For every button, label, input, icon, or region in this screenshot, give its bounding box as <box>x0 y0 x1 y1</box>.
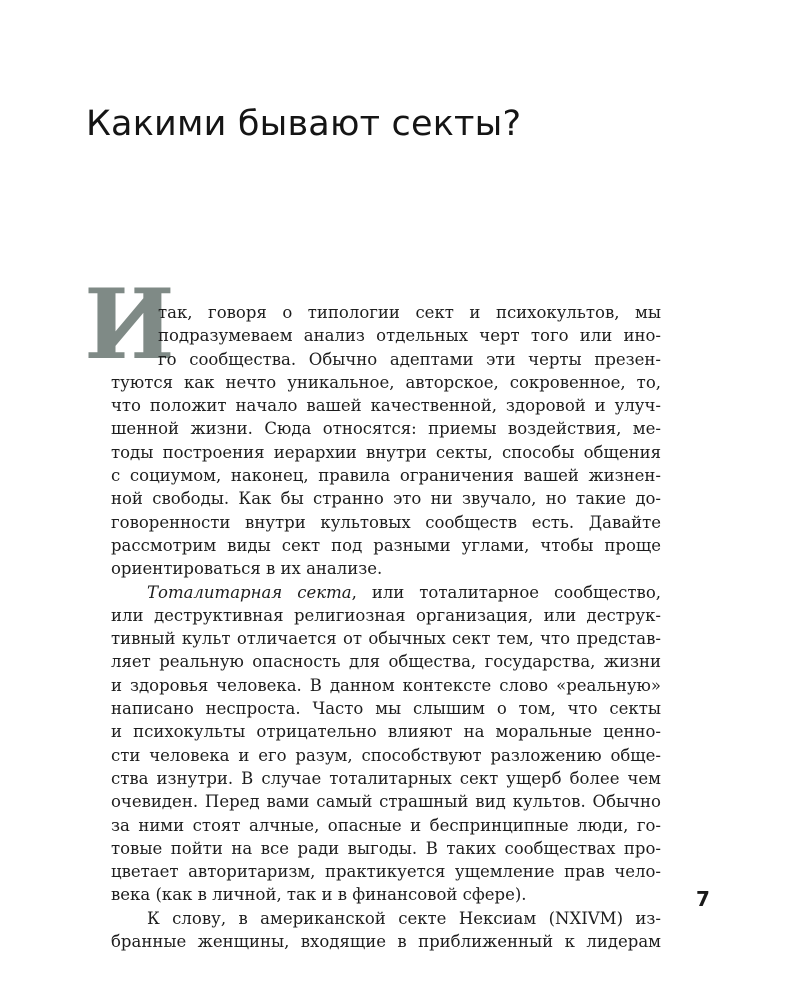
text-line: рассмотрим виды сект под разными углами, чтобы проще <box>111 535 661 555</box>
text-line: шенной жизни. Сюда относятся: приемы воздействия, ме- <box>111 419 661 439</box>
text-line: ной свободы. Как бы странно это ни звучало, но такие до- <box>111 489 661 509</box>
text-line: и психокульты отрицательно влияют на моральные ценно- <box>111 722 661 742</box>
text-line: или деструктивная религиозная организация, или деструк- <box>111 605 661 625</box>
text-fragment: , или тоталитарное сообщество, <box>351 582 661 602</box>
text-line: ства изнутри. В случае тоталитарных сект ущерб более чем <box>111 768 661 788</box>
text-line: так, говоря о типологии сект и психокультов, мы <box>158 303 661 322</box>
text-line: и здоровья человека. В данном контексте слово «реальную» <box>111 675 661 695</box>
text-line: цветает авторитаризм, практикуется ущемление прав чело- <box>111 862 661 882</box>
text-line: говоренности внутри культовых сообществ есть. Давайте <box>111 512 661 532</box>
text-line: сти человека и его разум, способствуют разложению обще- <box>111 745 661 765</box>
text-line: что положит начало вашей качественной, здоровой и улуч- <box>111 396 661 416</box>
text-line: с социумом, наконец, правила ограничения вашей жизнен- <box>111 466 661 486</box>
text-line <box>111 581 661 604</box>
text-line: тивный культ отличается от обычных сект тем, что представ- <box>111 629 661 649</box>
text-line: товые пойти на все ради выгоды. В таких сообществах про- <box>111 838 661 858</box>
text-line: го сообщества. Обычно адептами эти черты презен- <box>158 349 661 369</box>
body-text <box>111 301 661 953</box>
page-title: Какими бывают секты? <box>86 104 522 144</box>
text-line: за ними стоят алчные, опасные и беспринципные люди, го- <box>111 815 661 835</box>
drop-cap: И <box>84 268 175 381</box>
text-line: написано неспроста. Часто мы слышим о том, что секты <box>111 699 661 719</box>
text-line: ляет реальную опасность для общества, государства, жизни <box>111 652 661 672</box>
text-line: ориентироваться в их анализе. <box>111 559 383 579</box>
text-line: К слову, в американской секте Нексиам (NXIVM) из- <box>147 908 661 928</box>
text-line: бранные женщины, входящие в приближенный к лидерам <box>111 932 661 952</box>
text-line: подразумеваем анализ отдельных черт того или ино- <box>158 326 661 346</box>
text-line: туются как нечто уникальное, авторское, сокровенное, то, <box>111 372 661 392</box>
italic-term: Тоталитарная секта <box>147 582 352 602</box>
text-line: очевиден. Перед вами самый страшный вид культов. Обычно <box>111 792 661 812</box>
text-line: тоды построения иерархии внутри секты, способы общения <box>111 442 661 462</box>
text-line: века (как в личной, так и в финансовой сфере). <box>111 885 527 905</box>
page-number: 7 <box>696 887 710 911</box>
